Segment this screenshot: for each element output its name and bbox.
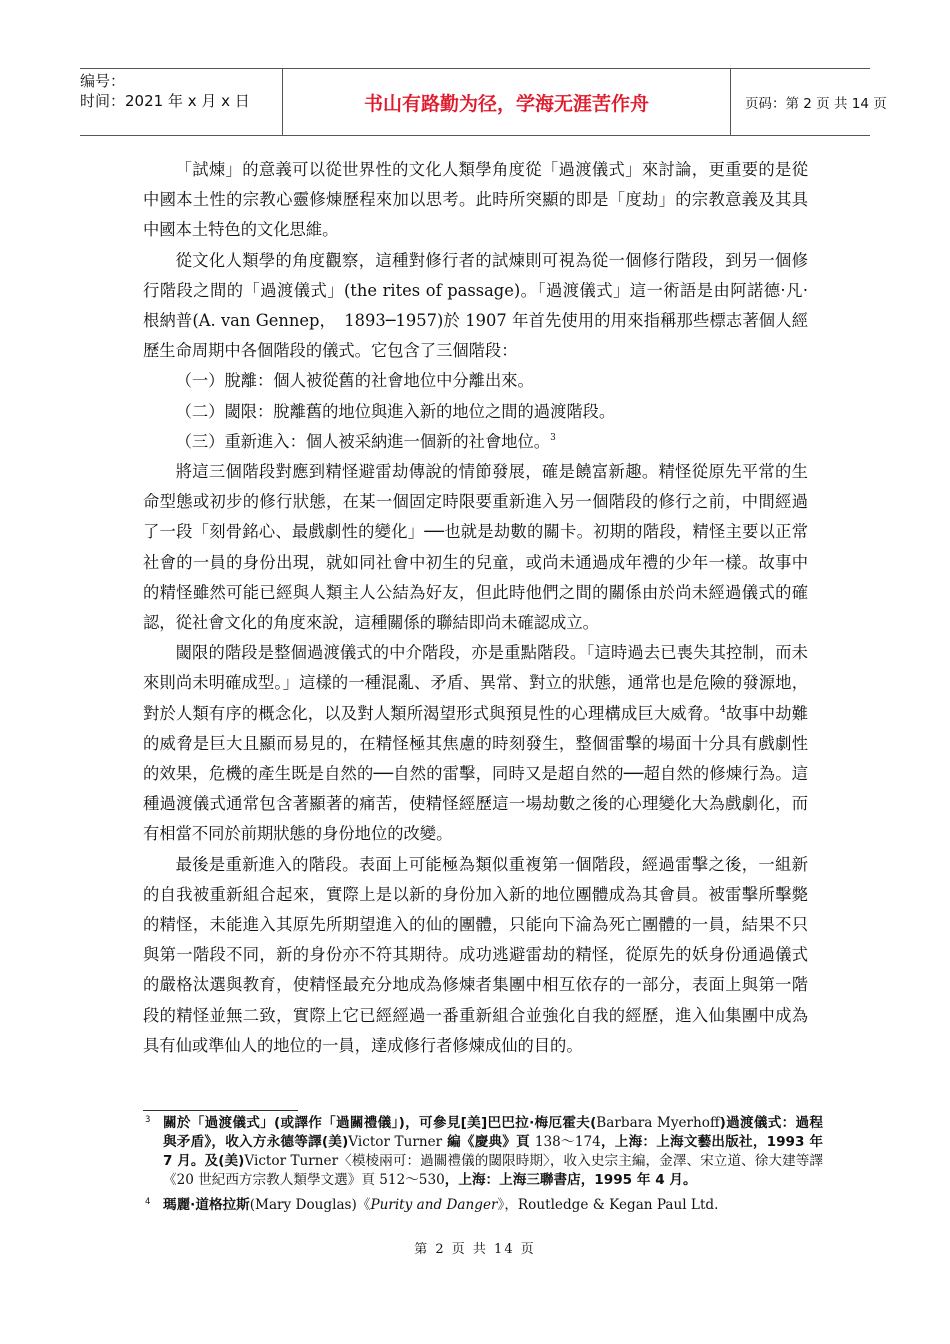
footnotes — [143, 1114, 823, 1215]
paragraph: 「試煉」的意義可以從世界性的文化人類學角度從「過渡儀式」來討論，更重要的是從中國本土性的宗教心靈修煉歷程來加以思考。此時所突顯的即是「度劫」的宗教意義及其具中國本土特色的文化思維。 — [143, 160, 808, 240]
footnote-divider — [143, 1110, 298, 1111]
paragraph: 最後是重新進入的階段。表面上可能極為類似重複第一個階段，經過雷擊之後，一組新的自我被重新組合起來，實際上是以新的身份加入新的地位團體成為其會員。被雷擊所擊斃的精怪，未能進入其原先所期望進入的仙的團體，只能向下淪為死亡團體的一員，結果不只與第一階段不同，新的身份亦不符其期待。成功逃避雷劫的精怪，從原先的妖身份通過儀式的嚴格汰選與教育，使精怪最充分地成為修煉者集團中相互依存的一部分，表面上與第一階段的精怪並無二致，實際上它已經經過一番重新組合並強化自我的經歷，進入仙集團中成為具有仙或準仙人的地位的一員，達成修行者修煉成仙的目的。 — [143, 854, 808, 1055]
footnote — [143, 1196, 823, 1215]
paragraph: 從文化人類學的角度觀察，這種對修行者的試煉則可視為從一個修行階段，到另一個修行階段之間的「過渡儀式」(the rites of passage)。「過渡儀式」這一術語是由阿諾德·凡·根納普(A. van Gennep， 1893─1957)於 1907 年首先使用的用來指稱那些標志著個人經歷生命周期中各個階段的儀式。它包含了三個階段： — [143, 250, 808, 361]
footnote-text: Barbara Myerhoff — [596, 1115, 720, 1131]
footnote-book-title: Purity and Danger — [370, 1197, 498, 1213]
stage-item: （一）脫離：個人被從舊的社會地位中分離出來。 — [175, 371, 534, 391]
footnote-number: 4 — [145, 1197, 151, 1207]
header-motto: 书山有路勤为径，学海无涯苦作舟 — [283, 69, 731, 135]
document-body — [143, 155, 808, 1061]
date-label: 时间：2021 年 x 月 x 日 — [80, 92, 250, 110]
footnote-text: 關於「過渡儀式」(或譯作「過關禮儀」)，可參見[美]巴巴拉·梅厄霍夫( — [163, 1115, 597, 1131]
serial-label: 编号： — [80, 72, 126, 90]
footnote-text: 〈模棱兩可：過關禮儀的閾限時期〉，收入史宗主編，金澤、宋立道、徐大建等譯《20 世紀西方宗教人類學文選》頁 — [163, 1153, 824, 1188]
footnote-text: 》，Routledge & Kegan Paul Ltd. — [497, 1197, 719, 1213]
footnote-text: Victor Turner — [244, 1153, 339, 1169]
footnote-text: Victor Turner — [348, 1134, 443, 1150]
footnote-text: 138～174 — [534, 1134, 601, 1150]
footnote-text: (Mary Douglas)《 — [249, 1197, 371, 1213]
footnote-text: 512～530 — [379, 1172, 445, 1188]
paragraph-text: 故事中劫難的威脅是巨大且顯而易見的，在精怪極其焦慮的時刻發生，整個雷擊的場面十分具有戲劇性的效果，危機的產生既是自然的──自然的雷擊，同時又是超自然的──超自然的修煉行為。這種過渡儀式通常包含著顯著的痛苦，使精怪經歷這一場劫數之後的心理變化大為戲劇化，而有相當不同於前期狀態的身份地位的改變。 — [143, 703, 808, 844]
footnote-text: 瑪麗·道格拉斯 — [163, 1197, 250, 1213]
footnote-text: ，上海：上海三聯書店，1995 年 4 月。 — [444, 1172, 697, 1188]
footnote-text: 編《慶典》頁 — [442, 1134, 535, 1150]
footnote-ref[interactable]: 3 — [550, 432, 556, 443]
page-footer: 第 2 页 共 14 页 — [414, 1242, 536, 1257]
footnote — [143, 1114, 823, 1190]
footnote-number: 3 — [145, 1115, 151, 1125]
stage-item — [143, 427, 808, 457]
header-page-info: 页码：第 2 页 共 14 页 — [745, 96, 887, 112]
footnote-ref[interactable]: 4 — [719, 704, 726, 715]
stage-item: （二）閾限：脫離舊的地位與進入新的地位之間的過渡階段。 — [175, 401, 616, 421]
page-header — [80, 68, 887, 136]
header-meta — [80, 69, 283, 135]
footnote-text: ，上海：上海文藝出版社，1993 年 7 月。及(美) — [163, 1134, 824, 1169]
paragraph-text: 閾限的階段是整個過渡儀式的中介階段，亦是重點階段。「這時過去已喪失其控制，而未來則尚未明確成型。」這樣的一種混亂、矛盾、異常、對立的狀態，通常也是危險的發源地，對於人類有序的概念化，以及對人類所渴望形式與預見性的心理構成巨大威脅。 — [143, 643, 808, 723]
paragraph — [143, 638, 808, 849]
paragraph: 將這三個階段對應到精怪避雷劫傳說的情節發展，確是饒富新趣。精怪從原先平常的生命型態或初步的修行狀態，在某一個固定時限要重新進入另一個階段的修行之前，中間經過了一段「刻骨銘心、最戲劇性的變化」──也就是劫數的關卡。初期的階段，精怪主要以正常社會的一員的身份出現，就如同社會中初生的兒童，或尚未通過成年禮的少年一樣。故事中的精怪雖然可能已經與人類主人公結為好友，但此時他們之間的關係由於尚未經過儀式的確認，從社會文化的角度來說，這種關係的聯結即尚未確認成立。 — [143, 462, 808, 633]
stage-text: （三）重新進入：個人被采納進一個新的社會地位。 — [175, 431, 551, 451]
footnote-text: )過渡儀式：過程與矛盾》，收入方永德等譯(美) — [163, 1115, 824, 1150]
